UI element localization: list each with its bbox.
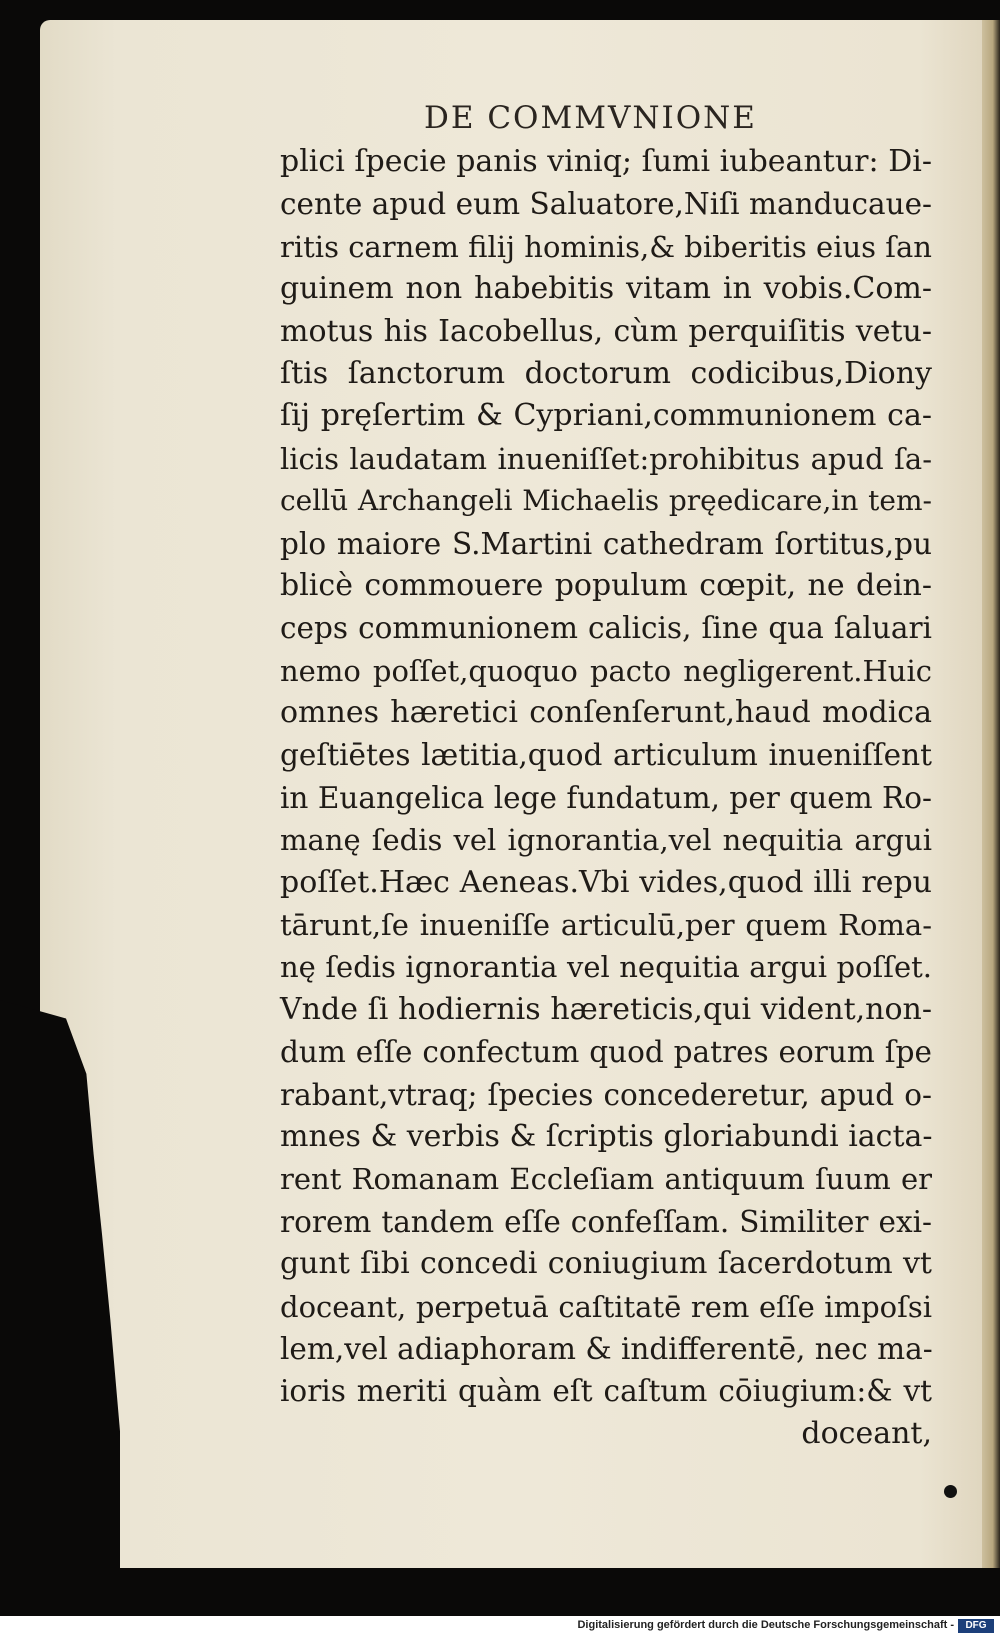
text-line: poſſet.Hæc Aeneas.Vbi vides,quod illi repu	[280, 864, 932, 900]
dfg-logo-icon: DFG	[958, 1619, 994, 1633]
page-edge	[982, 20, 1000, 1568]
text-line: cellū Archangeli Michaelis pręedicare,in tem-	[280, 484, 932, 518]
text-line: nemo poſſet,quoquo pacto negligerent.Huic	[280, 653, 932, 688]
text-line: doceant, perpetuā caſtitatē rem eſſe impoſsi	[280, 1289, 932, 1324]
text-line: ſij pręſertim & Cypriani,communionem ca-	[280, 398, 932, 434]
text-line: ioris meriti quàm eſt caſtum cōiugium:& vt	[280, 1374, 932, 1409]
text-line: rent Romanam Eccleſiam antiquum ſuum er	[280, 1162, 932, 1197]
catchword: doceant,	[801, 1415, 932, 1451]
footer-bar	[0, 1616, 1000, 1636]
text-line: ſtis ſanctorum doctorum codicibus,Diony	[280, 355, 932, 391]
text-line: ritis carnem filij hominis,& biberitis eius ſan	[280, 229, 932, 264]
text-line: gunt ſibi concedi coniugium ſacerdotum vt	[280, 1246, 932, 1282]
text-line: plici ſpecie panis viniq; ſumi iubeantur: Di-	[280, 144, 932, 179]
text-line: motus his Iacobellus, cùm perquiſitis vetu-	[280, 313, 932, 349]
text-line: manę ſedis vel ignorantia,vel nequitia argui	[280, 823, 932, 858]
text-line: licis laudatam inueniſſet:prohibitus apud ſa-	[280, 441, 932, 476]
page-mark	[944, 1485, 957, 1498]
text-line: mnes & verbis & ſcriptis gloriabundi iacta-	[280, 1118, 933, 1154]
text-line: plo maiore S.Martini cathedram ſortitus,pu	[280, 526, 932, 561]
text-line: blicè commouere populum cœpit, ne dein-	[280, 567, 932, 603]
funding-credit: Digitalisierung gefördert durch die Deutsche Forschungsgemeinschaft -	[577, 1619, 954, 1631]
running-header: DE COMMVNIONE	[424, 100, 757, 136]
text-line: nę ſedis ignorantia vel nequitia argui poſſet.	[280, 950, 932, 985]
text-line: in Euangelica lege fundatum, per quem Ro-	[280, 780, 932, 815]
text-line: tārunt,ſe inueniſſe articulū,per quem Roma-	[280, 908, 932, 943]
text-line: rorem tandem eſſe confeſſam. Similiter exi-	[280, 1204, 932, 1239]
text-line: geſtiētes lætitia,quod articulum inueniſſent	[280, 738, 932, 773]
text-line: dum eſſe confectum quod patres eorum ſpe	[280, 1035, 932, 1070]
text-line: rabant,vtraq; ſpecies concederetur, apud o-	[280, 1077, 932, 1112]
text-line: Vnde ſi hodiernis hæreticis,qui vident,non-	[280, 991, 932, 1027]
text-line: cente apud eum Saluatore,Niſi manducaue-	[280, 187, 932, 222]
body-text	[280, 141, 932, 1455]
text-line: lem,vel adiaphoram & indifferentē, nec ma-	[280, 1331, 933, 1366]
text-line: ceps communionem calicis, ſine qua ſaluari	[280, 611, 932, 646]
text-line: guinem non habebitis vitam in vobis.Com-	[280, 271, 932, 307]
text-line: omnes hæretici conſenſerunt,haud modica	[280, 695, 932, 731]
